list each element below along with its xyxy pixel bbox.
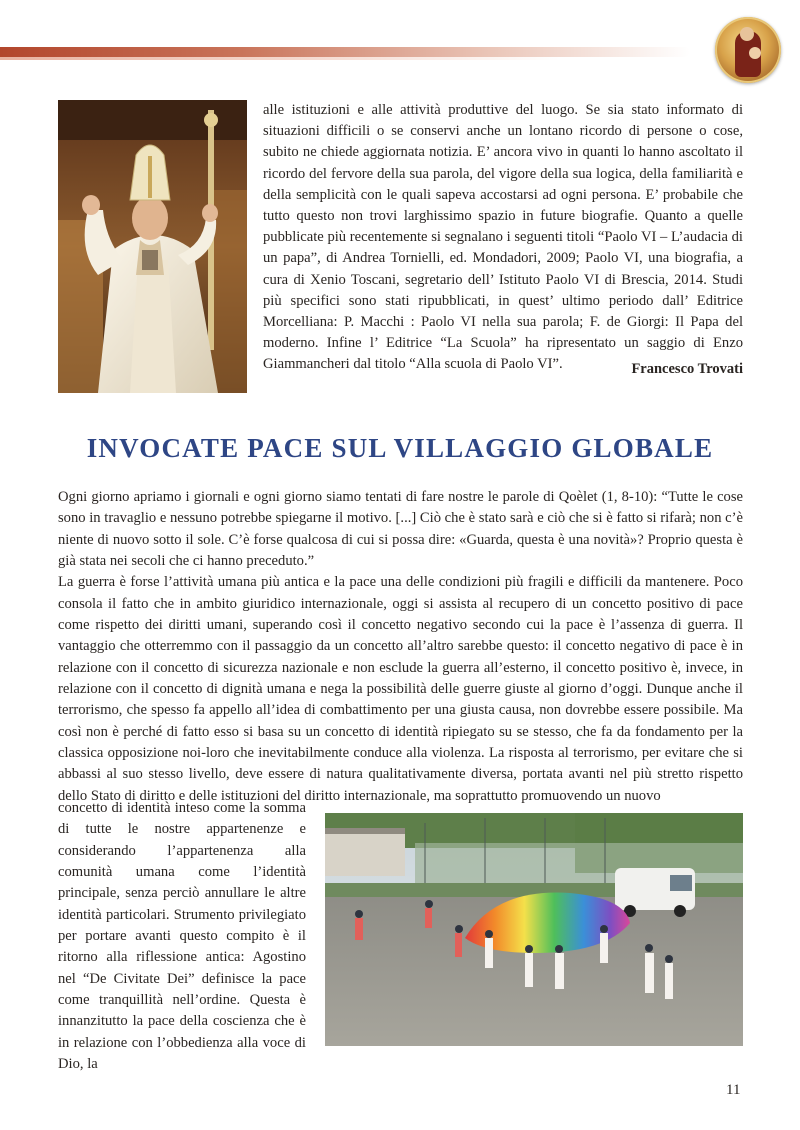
rainbow-parachute-photo [325, 813, 743, 1046]
pope-photo [58, 100, 247, 393]
article-paragraph-2: La guerra è forse l’attività umana più antica e la pace una delle condizioni più fragili e difficili da mantenere. Poco consola il fatto che in ambito giuridico internazionale, oggi si assista al recupero di un concetto positivo di pace come rispetto dei diritti umani, superando così il concetto negativo secondo cui la pace è l’assenza di guerra. Il vantaggio che otterremmo con il passaggio da un concetto all’altro sarebbe questo: il concetto negativo di pace è in relazione con il concetto di sicurezza nazionale e non esclude la guerra all’esterno, il concetto positivo è, invece, in relazione con il concetto di dignità umana e nega la possibilità delle guerre giuste al giorno d’oggi. Dunque anche il terrorismo, che spesso fa appello all’idea di combattimento per una giusta causa, non dovrebbe essere possibile. Ma così non è perché di fatto esso si basa su un concetto di identità ripiegato su se stesso, che fa da fondamento per la classica opposizione noi-loro che inevitabilmente conduce alla violenza. La risposta al terrorismo, per evitare che si abbassi al suo stesso livello, deve essere di natura qualitativamente diversa, portata avanti nel più stretto rispetto dello Stato di diritto e delle istituzioni del diritto internazionale, ma soprattutto promuovendo un nuovo [58, 574, 743, 804]
author-signature: Francesco Trovati [631, 361, 743, 377]
article-paragraph-1: Ogni giorno apriamo i giornali e ogni giorno siamo tentati di fare nostre le parole di Qoèlet (1, 8-10): “Tutte le cose sono in travaglio e nessuno potrebbe spiegarne il motivo. [...] Ciò che è stato sarà e ciò che si è fatto si rifarà; non c’è niente di nuovo sotto il sole. C’è forse qualcosa di cui si possa dire: «Guarda, questa è una novità»? Proprio questa è già stata nei secoli che ci hanno preceduto.” [58, 489, 743, 570]
article-title: INVOCATE PACE SUL VILLAGGIO GLOBALE [86, 433, 714, 463]
header-band-shadow [0, 57, 560, 60]
intro-paragraph: alle istituzioni e alle attività produttive del luogo. Se sia stato informato di situazioni difficili o se conservi anche un lontano ricordo di persone o cose, subito ne chiede aggiornata notizia. E’ ancora vivo in quanti lo hanno ascoltato il ricordo del fervore della sua parola, del vigore della sua logica, della familiarità e della semplicità con le quali sapeva accostarsi ad ogni persona. E’ probabile che tutto questo non trovi larghissimo spazio in future biografie. Quanto a quelle pubblicate più recentemente si segnalano i seguenti titoli “Paolo VI – L’audacia di un papa”, di Andrea Tornielli, ed. Mondadori, 2009; Paolo VI, una biografia, a cura di Xenio Toscani, segretario dell’ Istituto Paolo VI di Brescia, 2014. Studi più specifici sono stati ripubblicati, in quest’ ultimo periodo dall’ Editrice Morcelliana: P. Macchi : Paolo VI nella sua parola; F. de Giorgi: Il Papa del moderno. Infine l’ Editrice “La Scuola” ha ripresentato un saggio di Enzo Giammancheri dal titolo “Alla scuola di Paolo VI”. [263, 102, 743, 373]
article-paragraph-3: concetto di identità inteso come la somma di tutte le nostre appartenenze e considerando l’appartenenza alla comunità umana come l’identità principale, senza perciò annullare le altre identità particolari. Strumento privilegiato per portare avanti questo compito è il ritorno alla riflessione antica: Agostino nel “De Civitate Dei” definisce la pace come tranquillità nell’ordine. Questa è innanzitutto la pace della coscienza che è in relazione con l’obbedienza alla voce di Dio, la [58, 800, 306, 1073]
saint-medallion-icon [715, 17, 781, 83]
page-number: 11 [726, 1082, 741, 1098]
header-band [0, 47, 690, 57]
article-body [58, 487, 743, 807]
